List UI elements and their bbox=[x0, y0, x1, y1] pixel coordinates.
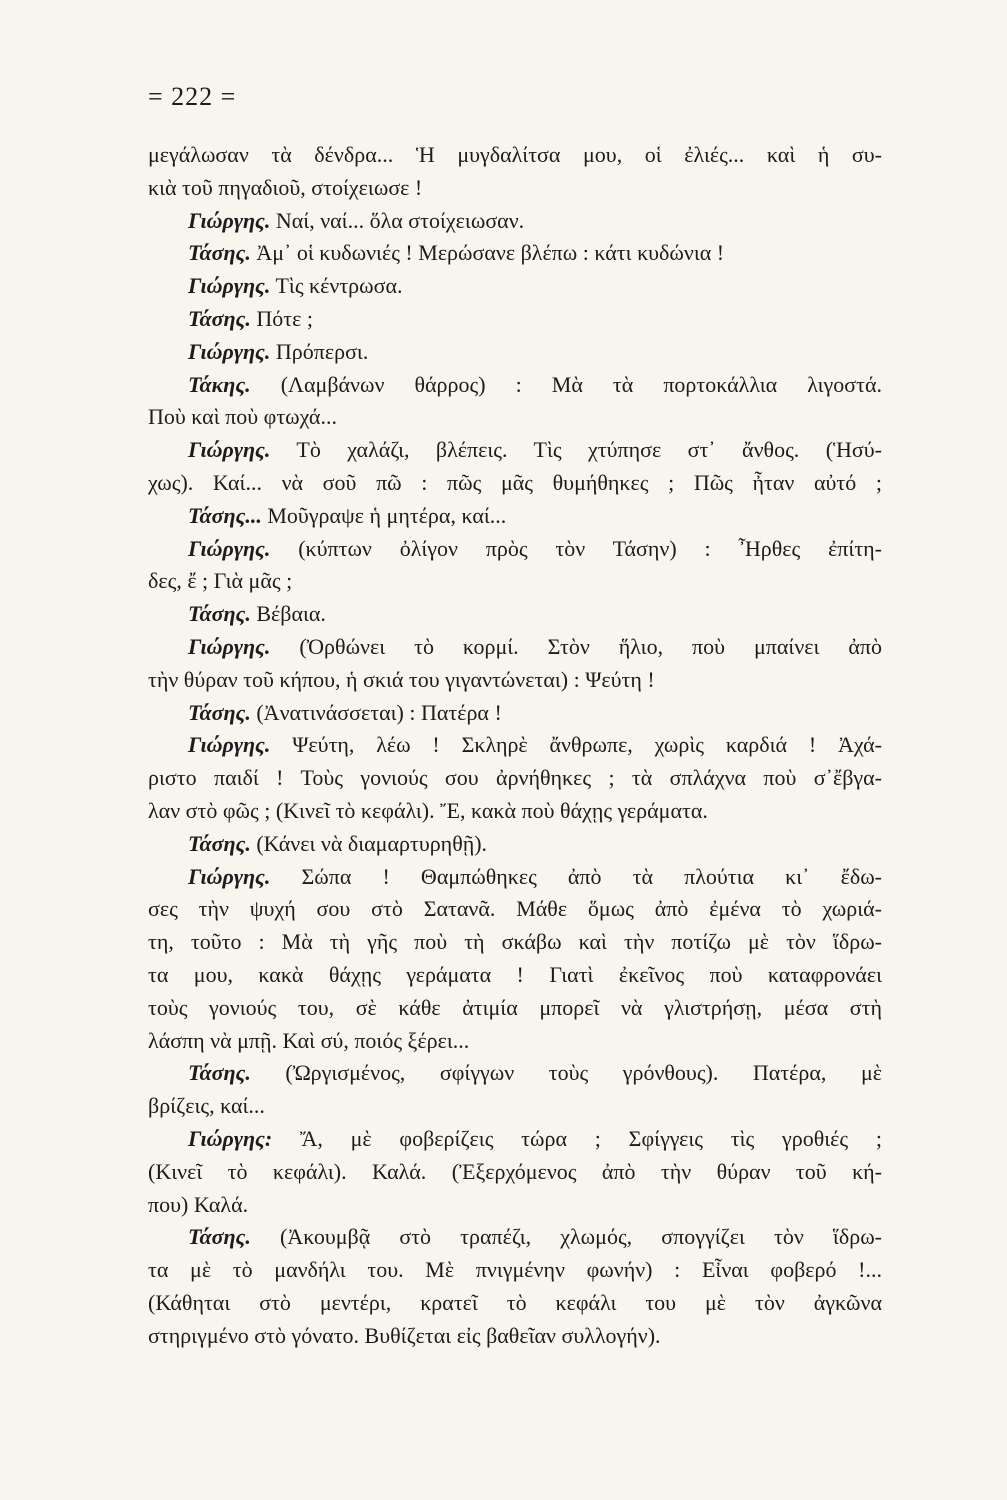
text-line: (Κινεῖ τὸ κεφάλι). Καλά. (Ἐξερχόμενος ἀπὸ τὴν θύραν τοῦ κή- bbox=[148, 1158, 882, 1184]
speaker-name: Γιώργης. bbox=[188, 207, 271, 233]
speech bbox=[148, 303, 882, 336]
speaker-name: Γιώργης: bbox=[188, 1125, 273, 1151]
text-line: Γιώργης. Τὸ χαλάζι, βλέπεις. Τὶς χτύπησε στ᾽ ἄνθος. (Ἡσύ- bbox=[188, 437, 883, 463]
text-line: Γιώργης. Πρόπερσι. bbox=[188, 338, 369, 364]
speech bbox=[148, 237, 882, 270]
text-line: λαν στὸ φῶς ; (Κινεῖ τὸ κεφάλι). Ἔ, κακὰ ποὺ θάχῃς γεράματα. bbox=[148, 797, 708, 823]
play-text bbox=[148, 139, 882, 1352]
speech bbox=[148, 1123, 882, 1221]
text-line: τη, τοῦτο : Μὰ τὴ γῆς ποὺ τὴ σκάβω καὶ τὴν ποτίζω μὲ τὸν ἵδρω- bbox=[148, 929, 882, 955]
text-line: Γιώργης: Ἄ, μὲ φοβερίζεις τώρα ; Σφίγγεις τὶς γροθιές ; bbox=[188, 1125, 882, 1151]
text-line: Τάσης. (Ὠργισμένος, σφίγγων τοὺς γρόνθους). Πατέρα, μὲ bbox=[188, 1060, 882, 1086]
speech bbox=[148, 500, 882, 533]
speaker-name: Τάσης. bbox=[188, 830, 251, 856]
text-line: Γιώργης. Ναί, ναί... ὅλα στοίχειωσαν. bbox=[188, 207, 525, 233]
text-line: Γιώργης. Ψεύτη, λέω ! Σκληρὲ ἄνθρωπε, χωρὶς καρδιά ! Ἀχά- bbox=[188, 732, 883, 758]
speech bbox=[148, 697, 882, 730]
speaker-name: Τάσης. bbox=[188, 699, 251, 725]
speech bbox=[148, 631, 882, 697]
speech bbox=[148, 369, 882, 435]
speech bbox=[148, 861, 882, 1058]
speech bbox=[148, 270, 882, 303]
text-line: τοὺς γονιούς του, σὲ κάθε ἀτιμία μπορεῖ νὰ γλιστρήσῃ, μέσα στὴ bbox=[148, 994, 882, 1020]
text-line: Τάσης. Ἀμ᾽ οἱ κυδωνιές ! Μερώσανε βλέπω : κάτι κυδώνια ! bbox=[188, 240, 725, 266]
speech bbox=[148, 336, 882, 369]
text-line: κιὰ τοῦ πηγαδιοῦ, στοίχειωσε ! bbox=[148, 174, 423, 200]
speech-continued bbox=[148, 139, 882, 205]
speaker-name: Τάκης. bbox=[188, 371, 251, 397]
speaker-name: Γιώργης. bbox=[188, 633, 271, 659]
text-line: Τάσης. Πότε ; bbox=[188, 305, 313, 331]
text-line: τα μὲ τὸ μανδήλι του. Μὲ πνιγμένην φωνήν) : Εἶναι φοβερό !... bbox=[148, 1257, 882, 1283]
speaker-name: Τάσης. bbox=[188, 305, 251, 331]
text-line: Ποὺ καὶ ποὺ φτωχά... bbox=[148, 404, 337, 430]
text-line: (Κάθηται στὸ μεντέρι, κρατεῖ τὸ κεφάλι του μὲ τὸν ἀγκῶνα bbox=[148, 1289, 882, 1315]
text-line: Γιώργης. Σώπα ! Θαμπώθηκες ἀπὸ τὰ πλούτια κι᾽ ἔδω- bbox=[188, 863, 882, 889]
text-line: ριστο παιδί ! Τοὺς γονιούς σου ἀρνήθηκες ; τὰ σπλάχνα ποὺ σ᾽ἔβγα- bbox=[148, 765, 882, 791]
text-line: Τάκης. (Λαμβάνων θάρρος) : Μὰ τὰ πορτοκάλλια λιγοστά. bbox=[188, 371, 882, 397]
text-line: δες, ἔ ; Γιὰ μᾶς ; bbox=[148, 568, 293, 594]
speech bbox=[148, 1221, 882, 1352]
speech bbox=[148, 205, 882, 238]
speech bbox=[148, 434, 882, 500]
text-line: μεγάλωσαν τὰ δένδρα... Ἡ μυγδαλίτσα μου, οἱ ἐλιές... καὶ ἡ συ- bbox=[148, 142, 882, 167]
text-line: Γιώργης. (Ὀρθώνει τὸ κορμί. Στὸν ἥλιο, ποὺ μπαίνει ἀπὸ bbox=[188, 633, 883, 659]
speaker-name: Τάσης. bbox=[188, 601, 251, 627]
speaker-name: Τάσης. bbox=[188, 240, 251, 266]
text-line: βρίζεις, καί... bbox=[148, 1093, 265, 1119]
speaker-name: Γιώργης. bbox=[188, 338, 271, 364]
text-line: τα μου, κακὰ θάχῃς γεράματα ! Γιατὶ ἐκεῖνος ποὺ καταφρονάει bbox=[148, 961, 882, 987]
text-line: τὴν θύραν τοῦ κήπου, ἡ σκιά του γιγαντώνεται) : Ψεύτη ! bbox=[148, 666, 655, 692]
speaker-name: Τάσης... bbox=[188, 502, 262, 528]
speaker-name: Γιώργης. bbox=[188, 732, 271, 758]
text-line: Τάσης... Μοῦγραψε ἡ μητέρα, καί... bbox=[188, 502, 507, 528]
text-line: σες τὴν ψυχή σου στὸ Σατανᾶ. Μάθε ὅμως ἀπὸ ἐμένα τὸ χωριά- bbox=[148, 896, 882, 922]
speaker-name: Γιώργης. bbox=[188, 273, 271, 299]
speech bbox=[148, 598, 882, 631]
text-line: Γιώργης. (κύπτων ὀλίγον πρὸς τὸν Τάσην) : Ἦρθες ἐπίτη- bbox=[188, 535, 883, 561]
page-number: = 222 = bbox=[148, 82, 237, 111]
text-line: Τάσης. (Ἀνατινάσσεται) : Πατέρα ! bbox=[188, 699, 502, 725]
text-line: Τάσης. Βέβαια. bbox=[188, 601, 326, 627]
speech bbox=[148, 533, 882, 599]
speech bbox=[148, 828, 882, 861]
text-line: Γιώργης. Τὶς κέντρωσα. bbox=[188, 273, 403, 299]
speech bbox=[148, 729, 882, 827]
speaker-name: Γιώργης. bbox=[188, 863, 271, 889]
text-line: Τάσης. (Κάνει νὰ διαμαρτυρηθῇ). bbox=[188, 830, 488, 856]
speech bbox=[148, 1057, 882, 1123]
speaker-name: Γιώργης. bbox=[188, 437, 271, 463]
text-line: λάσπη νὰ μπῇ. Καὶ σύ, ποιός ξέρει... bbox=[148, 1027, 470, 1053]
speaker-name: Γιώργης. bbox=[188, 535, 271, 561]
text-line: στηριγμένο στὸ γόνατο. Βυθίζεται εἰς βαθεῖαν συλλογήν). bbox=[148, 1322, 661, 1348]
speaker-name: Τάσης. bbox=[188, 1060, 251, 1086]
text-line: Τάσης. (Ἀκουμβᾷ στὸ τραπέζι, χλωμός, σπογγίζει τὸν ἵδρω- bbox=[188, 1224, 883, 1250]
text-line: που) Καλά. bbox=[148, 1191, 249, 1217]
speaker-name: Τάσης. bbox=[188, 1224, 251, 1250]
text-line: χως). Καί... νὰ σοῦ πῶ : πῶς μᾶς θυμήθηκες ; Πῶς ἦταν αὐτό ; bbox=[148, 469, 882, 495]
